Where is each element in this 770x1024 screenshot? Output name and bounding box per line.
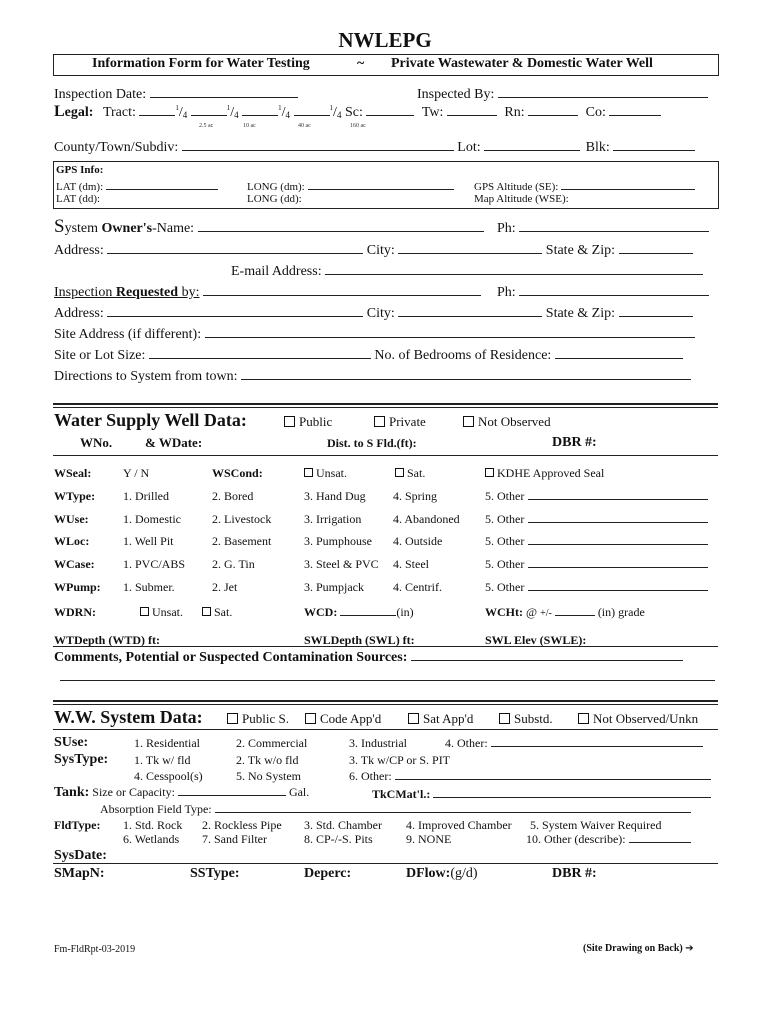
site-size-row [54, 346, 683, 364]
acre-note-4: 160 ac [350, 123, 366, 129]
wcht-label: WCHt: [485, 605, 523, 619]
fld-opt-10-row [526, 832, 691, 847]
blk-field[interactable] [613, 138, 695, 151]
tank-row [54, 785, 309, 801]
well-row-label: WPump: [54, 580, 101, 594]
lat-dm-field[interactable] [106, 179, 218, 190]
owner-email-label: E-mail Address: [231, 264, 322, 279]
requested-phone-label: Ph: [497, 285, 516, 300]
fld-opt-3[interactable]: 3. Std. Chamber [304, 818, 382, 832]
smapn-label: SMapN: [54, 866, 105, 881]
swldepth-label: SWLDepth (SWL) ft: [304, 633, 415, 647]
systype-opt-4[interactable]: 4. Cesspool(s) [134, 769, 203, 783]
inspection-date-row [54, 85, 298, 103]
sysdate-label: SysDate: [54, 848, 107, 863]
well-row-option[interactable] [485, 512, 708, 527]
form-title: Information Form for Water Testing [92, 56, 310, 71]
well-row-option[interactable] [304, 557, 379, 572]
suse-opt-4-row [445, 736, 703, 751]
well-row-option[interactable] [485, 557, 708, 572]
well-row-label: WLoc: [54, 534, 90, 548]
fld-opt-1[interactable]: 1. Std. Rock [123, 818, 183, 832]
tkcmat-field[interactable] [433, 787, 711, 798]
kdhe-seal-option[interactable]: KDHE Approved Seal [485, 466, 604, 481]
well-section-divider-thin [53, 407, 718, 408]
ww-dbr-label: DBR #: [552, 866, 597, 881]
ww-not-observed-option[interactable]: Not Observed/Unkn [578, 711, 698, 727]
wscond-sat-checkbox[interactable] [395, 468, 404, 477]
ww-not-observed-checkbox[interactable] [578, 713, 589, 724]
well-row-label: WType: [54, 489, 96, 503]
page-title: NWLEPG [338, 28, 432, 52]
well-header-divider [53, 455, 718, 456]
systype-label: SysType: [54, 752, 109, 767]
owner-name-label: System Owner's-Name: [54, 216, 195, 237]
well-row-option-label: 5. Other [485, 489, 525, 503]
owner-address-label: Address: [54, 243, 104, 258]
blk-label: Blk: [585, 140, 610, 155]
swlelev-label: SWL Elev (SWLE): [485, 633, 587, 647]
systype-opt-6-row [349, 769, 711, 784]
owner-state-zip-label: State & Zip: [545, 243, 616, 258]
well-row-option[interactable] [123, 512, 181, 527]
arrow-right-icon: ➔ [685, 943, 694, 954]
well-public-option[interactable] [284, 414, 332, 430]
wdrn-unsat-option[interactable]: Unsat. [140, 605, 183, 620]
section-field[interactable] [366, 103, 414, 116]
county-label: County/Town/Subdiv: [54, 140, 179, 155]
owner-name-row [54, 216, 484, 238]
well-row-option-label: 1. PVC/ABS [123, 557, 186, 571]
gps-alt-field[interactable] [561, 179, 695, 190]
suse-opt-4[interactable]: 4. Other: [445, 736, 488, 750]
wcht-sign: +/- [540, 608, 552, 619]
well-section-divider [53, 403, 718, 405]
well-row-option[interactable] [485, 580, 708, 595]
directions-field[interactable] [241, 367, 691, 380]
well-row-option-label: 1. Submer. [123, 580, 175, 594]
wdrn-unsat-checkbox[interactable] [140, 607, 149, 616]
ww-section-divider-thin [53, 704, 718, 705]
well-row-option[interactable] [304, 489, 366, 504]
owner-email-field[interactable] [325, 262, 703, 275]
ww-public-checkbox[interactable] [227, 713, 238, 724]
well-row-option[interactable] [212, 489, 253, 504]
well-row-option-label: 4. Steel [393, 557, 429, 571]
well-row-option[interactable] [393, 534, 442, 549]
well-row-option-label: 2. Basement [212, 534, 272, 548]
well-row-option[interactable] [485, 534, 708, 549]
well-public-label: Public [299, 414, 333, 429]
well-not-observed-option[interactable] [463, 414, 551, 430]
tract-field-1[interactable] [139, 103, 175, 116]
well-not-observed-label: Not Observed [478, 414, 551, 429]
inspection-date-label: Inspection Date: [54, 87, 147, 102]
well-row-option-label: 4. Abandoned [393, 512, 460, 526]
county-row [54, 138, 695, 156]
lot-label: Lot: [457, 140, 481, 155]
owner-name-field[interactable] [198, 219, 484, 232]
site-size-field[interactable] [149, 346, 371, 359]
fld-other-field[interactable] [629, 832, 691, 843]
well-row-option[interactable] [393, 557, 429, 572]
well-row-other-field[interactable] [528, 534, 708, 545]
systype-other-field[interactable] [395, 769, 711, 780]
well-row-option-label: 2. Livestock [212, 512, 272, 526]
well-row-option[interactable] [123, 489, 169, 504]
well-row-option-label: 3. Pumpjack [304, 580, 364, 594]
comments-row [54, 648, 683, 666]
suse-label: SUse: [54, 735, 89, 750]
ww-sat-option[interactable]: Sat App'd [408, 711, 473, 727]
dist-label: Dist. to S Fld.(ft): [327, 436, 417, 450]
ww-code-checkbox[interactable] [305, 713, 316, 724]
range-label: Rn: [504, 105, 525, 120]
bedrooms-label: No. of Bedrooms of Residence: [374, 348, 552, 363]
sstype-label: SSType: [190, 866, 240, 881]
well-row-option-label: 1. Well Pit [123, 534, 174, 548]
well-row-option[interactable] [123, 557, 185, 572]
lat-dm-row [56, 179, 218, 193]
requested-city-label: City: [366, 306, 395, 321]
well-row-option-label: 4. Spring [393, 489, 438, 503]
tract-field-4[interactable] [294, 103, 330, 116]
dflow-row [406, 866, 478, 882]
systype-opt-6[interactable]: 6. Other: [349, 769, 392, 783]
well-row-option[interactable] [304, 512, 361, 527]
well-row-option[interactable] [212, 534, 271, 549]
requested-city-field[interactable] [398, 304, 542, 317]
fld-opt-8[interactable]: 8. CP-/-S. Pits [304, 832, 373, 846]
well-row-other-field[interactable] [528, 512, 708, 523]
requested-by-field[interactable] [203, 283, 481, 296]
wdrn-sat-checkbox[interactable] [202, 607, 211, 616]
suse-opt-3[interactable]: 3. Industrial [349, 736, 407, 750]
long-dm-field[interactable] [308, 179, 454, 190]
map-alt-label: Map Altitude (WSE): [474, 193, 569, 205]
owner-city-label: City: [366, 243, 395, 258]
directions-label: Directions to System from town: [54, 369, 238, 384]
tank-gal-label: Gal. [288, 785, 310, 799]
well-row-option-label: 5. Other [485, 580, 525, 594]
well-row-option[interactable] [212, 580, 237, 595]
well-row-option-label: 4. Outside [393, 534, 443, 548]
well-not-observed-checkbox[interactable] [463, 416, 474, 427]
requested-by-row [54, 283, 481, 301]
well-row-option-label: 1. Domestic [123, 512, 181, 526]
fld-opt-4[interactable]: 4. Improved Chamber [406, 818, 512, 832]
systype-opt-3[interactable]: 3. Tk w/CP or S. PIT [349, 753, 451, 767]
wtdepth-underline [53, 646, 718, 647]
suse-opt-1[interactable]: 1. Residential [134, 736, 200, 750]
wseal-label: WSeal: [54, 466, 92, 480]
long-dm-label: LONG (dm): [247, 181, 305, 193]
suse-opt-2[interactable]: 2. Commercial [236, 736, 308, 750]
systype-opt-2[interactable]: 2. Tk w/o fld [236, 753, 299, 767]
absorption-row [100, 802, 691, 817]
legal-label: Legal: [54, 103, 94, 120]
owner-address-field[interactable] [107, 241, 363, 254]
legal-row: Legal: Tract: $^1/_4$ $^1/_4$ $^1/_4$ $^1/_4$ Sc: Tw: Rn: Co: [54, 103, 661, 121]
wscond-unsat-checkbox[interactable] [304, 468, 313, 477]
well-dbr-label: DBR #: [552, 435, 597, 450]
wdrn-sat-option[interactable]: Sat. [202, 605, 232, 620]
fld-opt-7[interactable]: 7. Sand Filter [202, 832, 267, 846]
well-row-label: WCase: [54, 557, 95, 571]
well-row-option-label: 5. Other [485, 512, 525, 526]
well-row-option[interactable] [485, 489, 708, 504]
tract-field-3[interactable] [242, 103, 278, 116]
wno-label: WNo. [80, 435, 113, 450]
well-heading: Water Supply Well Data: [54, 410, 247, 430]
owner-state-zip-field[interactable] [619, 241, 693, 254]
well-row-option-label: 3. Hand Dug [304, 489, 366, 503]
form-id: Fm-FldRpt-03-2019 [54, 944, 136, 955]
wscond-unsat-option[interactable]: Unsat. [304, 466, 347, 481]
well-row-option-label: 3. Irrigation [304, 512, 362, 526]
ww-substd-checkbox[interactable] [499, 713, 510, 724]
tkcmat-label: TkCMat'l.: [372, 787, 431, 801]
ww-header-divider [53, 729, 718, 730]
tank-size-label: Size or Capacity: [92, 785, 175, 799]
tank-size-field[interactable] [178, 785, 286, 796]
well-row-option-label: 2. G. Tin [212, 557, 255, 571]
requested-phone-row [497, 283, 709, 301]
requested-by-label: Inspection Requested by: [54, 285, 200, 300]
gps-heading: GPS Info: [56, 164, 104, 176]
owner-email-row [231, 262, 703, 280]
well-row-other-field[interactable] [528, 557, 708, 568]
sysdate-divider [53, 863, 718, 864]
comments-label: Comments, Potential or Suspected Contamination Sources: [54, 650, 408, 665]
tank-label: Tank: [54, 785, 90, 800]
ww-public-option[interactable]: Public S. [227, 711, 289, 727]
section-label: Sc: [344, 105, 363, 120]
fld-opt-10[interactable]: 10. Other (describe): [526, 832, 626, 846]
acre-note-3: 40 ac [298, 123, 311, 129]
county-code-label: Co: [585, 105, 606, 120]
well-row-other-field[interactable] [528, 489, 708, 500]
wcd-row [304, 605, 414, 620]
fld-opt-6[interactable]: 6. Wetlands [123, 832, 180, 846]
well-public-checkbox[interactable] [284, 416, 295, 427]
fld-opt-5[interactable]: 5. System Waiver Required [530, 818, 662, 832]
wscond-label: WSCond: [212, 466, 263, 480]
range-field[interactable] [528, 103, 578, 116]
wcd-unit: (in) [396, 605, 414, 619]
kdhe-seal-checkbox[interactable] [485, 468, 494, 477]
systype-opt-5[interactable]: 5. No System [236, 769, 302, 783]
well-row-label: WUse: [54, 512, 89, 526]
ww-heading: W.W. System Data: [54, 707, 203, 727]
well-row-other-field[interactable] [528, 580, 708, 591]
bedrooms-field[interactable] [555, 346, 683, 359]
county-code-field[interactable] [609, 103, 661, 116]
long-dd-label: LONG (dd): [247, 193, 302, 205]
fld-opt-9[interactable]: 9. NONE [406, 832, 452, 846]
wcd-field[interactable] [340, 605, 396, 616]
wcht-unit: (in) grade [597, 605, 645, 619]
site-size-label: Site or Lot Size: [54, 348, 146, 363]
township-label: Tw: [421, 105, 444, 120]
requested-phone-field[interactable] [519, 283, 709, 296]
gps-alt-row [474, 179, 695, 193]
well-row-option-label: 3. Steel & PVC [304, 557, 379, 571]
owner-address-row [54, 241, 693, 259]
requested-address-field[interactable] [107, 304, 363, 317]
well-row-option[interactable] [212, 557, 255, 572]
well-row-option[interactable] [393, 489, 437, 504]
fld-opt-2[interactable]: 2. Rockless Pipe [202, 818, 282, 832]
township-field[interactable] [447, 103, 497, 116]
fldtype-label: FldType: [54, 818, 101, 832]
ww-substd-option[interactable]: Substd. [499, 711, 553, 727]
well-row-option[interactable] [304, 580, 364, 595]
ww-code-option[interactable]: Code App'd [305, 711, 381, 727]
well-row-option-label: 3. Pumphouse [304, 534, 373, 548]
wcht-row [485, 605, 645, 620]
well-row-option[interactable] [393, 512, 460, 527]
lat-dd-label: LAT (dd): [56, 193, 101, 205]
wtdepth-label: WTDepth (WTD) ft: [54, 633, 160, 647]
county-field[interactable] [182, 138, 454, 151]
dflow-unit: (g/d) [450, 866, 478, 881]
form-subtitle: Private Wastewater & Domestic Water Well [391, 56, 653, 71]
wcht-field[interactable] [555, 605, 595, 616]
requested-address-label: Address: [54, 306, 104, 321]
absorption-label: Absorption Field Type: [100, 802, 212, 816]
well-row-option[interactable] [123, 534, 173, 549]
tkcmat-row [372, 787, 711, 802]
well-row-option-label: 5. Other [485, 557, 525, 571]
lat-dm-label: LAT (dm): [56, 181, 104, 193]
suse-other-field[interactable] [491, 736, 703, 747]
site-address-field[interactable] [205, 325, 695, 338]
well-row-option-label: 2. Bored [212, 489, 254, 503]
acre-note-2: 10 ac [243, 123, 256, 129]
wcd-label: WCD: [304, 605, 338, 619]
owner-phone-row [497, 219, 709, 237]
wcht-at: @ [526, 605, 538, 619]
site-drawing-note: (Site Drawing on Back) ➔ [583, 943, 694, 954]
owner-phone-field[interactable] [519, 219, 709, 232]
requested-state-zip-label: State & Zip: [545, 306, 616, 321]
site-address-row [54, 325, 695, 343]
wdate-label: & WDate: [145, 435, 203, 450]
ww-section-divider [53, 700, 718, 702]
acre-note-1: 2.5 ac [199, 123, 214, 129]
inspected-by-row [417, 85, 708, 103]
well-row-option-label: 5. Other [485, 534, 525, 548]
comments-field[interactable] [411, 648, 683, 661]
well-row-option[interactable] [393, 580, 442, 595]
well-row-option[interactable] [123, 580, 175, 595]
lot-field[interactable] [484, 138, 580, 151]
well-row-option[interactable] [304, 534, 372, 549]
site-address-label: Site Address (if different): [54, 327, 202, 342]
ww-sat-checkbox[interactable] [408, 713, 419, 724]
tract-label: Tract: [102, 105, 136, 120]
systype-opt-1[interactable]: 1. Tk w/ fld [134, 753, 191, 767]
dflow-label: DFlow: [406, 866, 451, 881]
absorption-field[interactable] [215, 802, 691, 813]
well-private-checkbox[interactable] [374, 416, 385, 427]
header-separator: ~ [357, 56, 365, 71]
comments-line-2[interactable] [60, 680, 715, 681]
wseal-yn[interactable]: Y / N [123, 466, 150, 480]
long-dm-row [247, 179, 454, 193]
directions-row [54, 367, 691, 385]
inspection-date-field[interactable] [150, 85, 298, 98]
deperc-label: Deperc: [304, 866, 352, 881]
well-row-option-label: 1. Drilled [123, 489, 169, 503]
well-row-option[interactable] [212, 512, 271, 527]
wdrn-label: WDRN: [54, 605, 96, 619]
requested-state-zip-field[interactable] [619, 304, 693, 317]
wscond-sat-option[interactable]: Sat. [395, 466, 425, 481]
inspected-by-field[interactable] [498, 85, 708, 98]
well-row-option-label: 2. Jet [212, 580, 238, 594]
well-row-option-label: 4. Centrif. [393, 580, 442, 594]
well-private-option[interactable] [374, 414, 426, 430]
gps-alt-label: GPS Altitude (SE): [474, 181, 559, 193]
owner-city-field[interactable] [398, 241, 542, 254]
well-private-label: Private [389, 414, 426, 429]
inspected-by-label: Inspected By: [417, 87, 495, 102]
tract-field-2[interactable] [191, 103, 227, 116]
requested-address-row [54, 304, 693, 322]
owner-phone-label: Ph: [497, 221, 516, 236]
